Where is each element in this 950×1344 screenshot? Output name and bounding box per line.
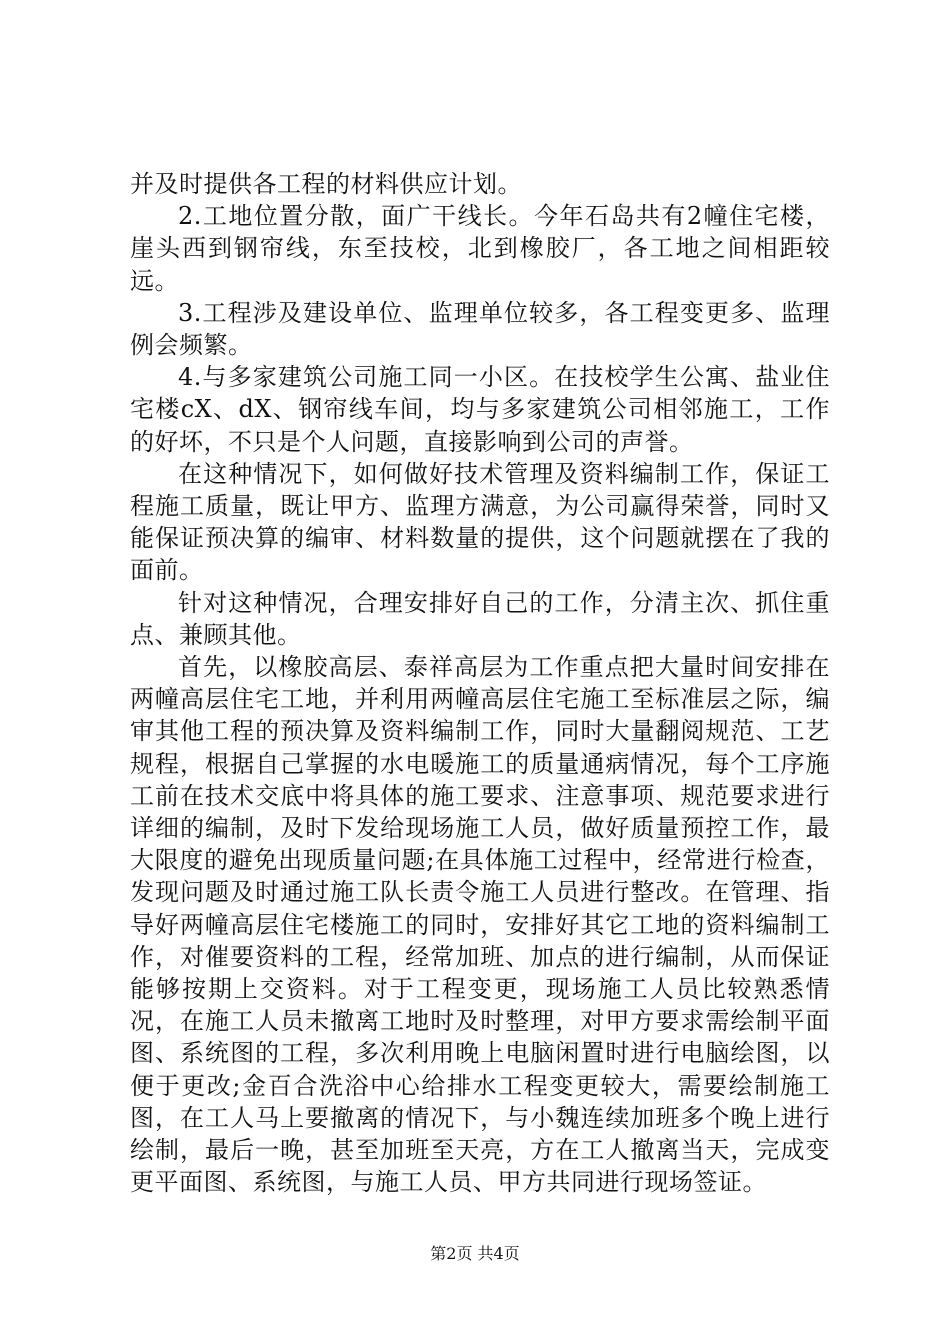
page-number-footer: 第2页 共4页: [430, 1244, 520, 1263]
paragraph-first: 首先，以橡胶高层、泰祥高层为工作重点把大量时间安排在两幢高层住宅工地，并利用两幢高层住宅施工至标准层之际，编审其他工程的预决算及资料编制工作，同时大量翻阅规范、工艺规程，根据自己掌握的水电暖施工的质量通病情况，每个工序施工前在技术交底中将具体的施工要求、注意事项、规范要求进行详细的编制，及时下发给现场施工人员，做好质量预控工作，最大限度的避免出现质量问题;在具体施工过程中，经常进行检查，发现问题及时通过施工队长责令施工人员进行整改。在管理、指导好两幢高层住宅楼施工的同时，安排好其它工地的资料编制工作，对催要资料的工程，经常加班、加点的进行编制，从而保证能够按期上交资料。对于工程变更，现场施工人员比较熟悉情况，在施工人员未撤离工地时及时整理，对甲方要求需绘制平面图、系统图的工程，多次利用晚上电脑闲置时进行电脑绘图，以便于更改;金百合洗浴中心给排水工程变更较大，需要绘制施工图，在工人马上要撤离的情况下，与小魏连续加班多个晚上进行绘制，最后一晚，甚至加班至天亮，方在工人撤离当天，完成变更平面图、系统图，与施工人员、甲方共同进行现场签证。: [130, 653, 830, 1197]
paragraph-item-3: 3.工程涉及建设单位、监理单位较多，各工程变更多、监理例会频繁。: [130, 298, 830, 360]
paragraph-situation: 在这种情况下，如何做好技术管理及资料编制工作，保证工程施工质量，既让甲方、监理方满意，为公司赢得荣誉，同时又能保证预决算的编审、材料数量的提供，这个问题就摆在了我的面前。: [130, 459, 830, 585]
paragraph-item-4: 4.与多家建筑公司施工同一小区。在技校学生公寓、盐业住宅楼cX、dX、钢帘线车间，均与多家建筑公司相邻施工，工作的好坏，不只是个人问题，直接影响到公司的声誉。: [130, 363, 830, 456]
paragraph-approach: 针对这种情况，合理安排好自己的工作，分清主次、抓住重点、兼顾其他。: [130, 588, 830, 649]
document-body: [130, 168, 830, 1199]
paragraph-continuation: 并及时提供各工程的材料供应计划。: [130, 170, 522, 198]
paragraph-item-2: 2.工地位置分散，面广干线长。今年石岛共有2幢住宅楼，崖头西到钢帘线，东至技校，北到橡胶厂，各工地之间相距较远。: [130, 202, 830, 295]
